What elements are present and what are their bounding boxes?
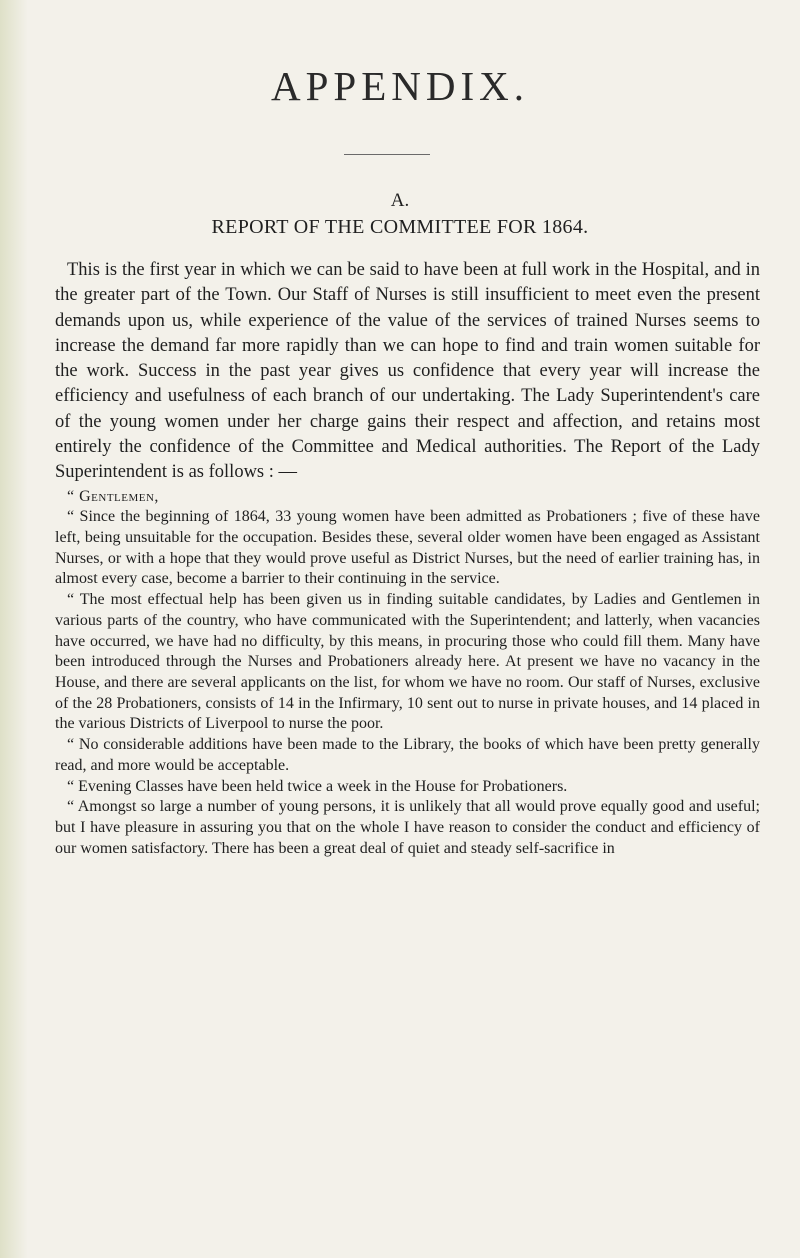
intro-section [55,258,760,486]
body-text [55,258,760,859]
report-title: REPORT OF THE COMMITTEE FOR 1864. [211,216,589,238]
letter-paragraph-3: “ No considerable additions have been made to the Library, the books of which have been pretty generally read, and more would be acceptable. [55,736,760,774]
letter-paragraph-1: “ Since the beginning of 1864, 33 young women have been admitted as Probationers ; five of these have left, being unsuitable for the occupation. Besides these, several older women have been engaged as Assistant Nurses, or with a hope that they would prove useful as District Nurses, but the need of earlier training has, in almost every case, become a barrier to their continuing in the service. [55,508,760,588]
letter-paragraph-2: “ The most effectual help has been given us in finding suitable candidates, by Ladies and Gentlemen in various parts of the country, who have communicated with the Superintendent; and latterly, when vacancies have occurred, we have had no difficulty, by this means, in procuring those who could fill them. Many have been introduced through the Nurses and Probationers already here. At present we have no vacancy in the House, and there are several applicants on the list, for whom we have no room. Our staff of Nurses, exclusive of the 28 Probationers, consists of 14 in the Infirmary, 10 sent out to nurse in private houses, and 14 placed in the various Districts of Liverpool to nurse the poor. [55,591,760,733]
letter-paragraph-5: “ Amongst so large a number of young persons, it is unlikely that all would prove equally good and useful; but I have pleasure in assuring you that on the whole I have reason to consider the conduct and efficiency of our women satisfactory. There has been a great deal of quiet and steady self-sacrifice in [55,798,760,857]
superintendent-letter [55,487,760,860]
intro-paragraph: This is the first year in which we can be said to have been at full work in the Hospital, and in the greater part of the Town. Our Staff of Nurses is still insufficient to meet even the present demands upon us, while experience of the value of the services of trained Nurses seems to increase the demand far more rapidly than we can hope to find and train women suitable for the work. Success in the past year gives us confidence that every year will increase the efficiency and usefulness of each branch of our undertaking. The Lady Superintendent's care of the young women under her charge gains their respect and affection, and retains most entirely the confidence of the Committee and Medical authorities. The Report of the Lady Superintendent is as follows : — [55,260,760,483]
section-letter: A. [390,190,410,211]
page-edge-shading [0,0,28,1258]
letter-salutation: “ Gentlemen, [67,487,159,505]
letter-paragraph-4: “ Evening Classes have been held twice a week in the House for Probationers. [67,777,568,795]
heading-divider [344,154,430,155]
appendix-heading: APPENDIX. [271,63,529,109]
